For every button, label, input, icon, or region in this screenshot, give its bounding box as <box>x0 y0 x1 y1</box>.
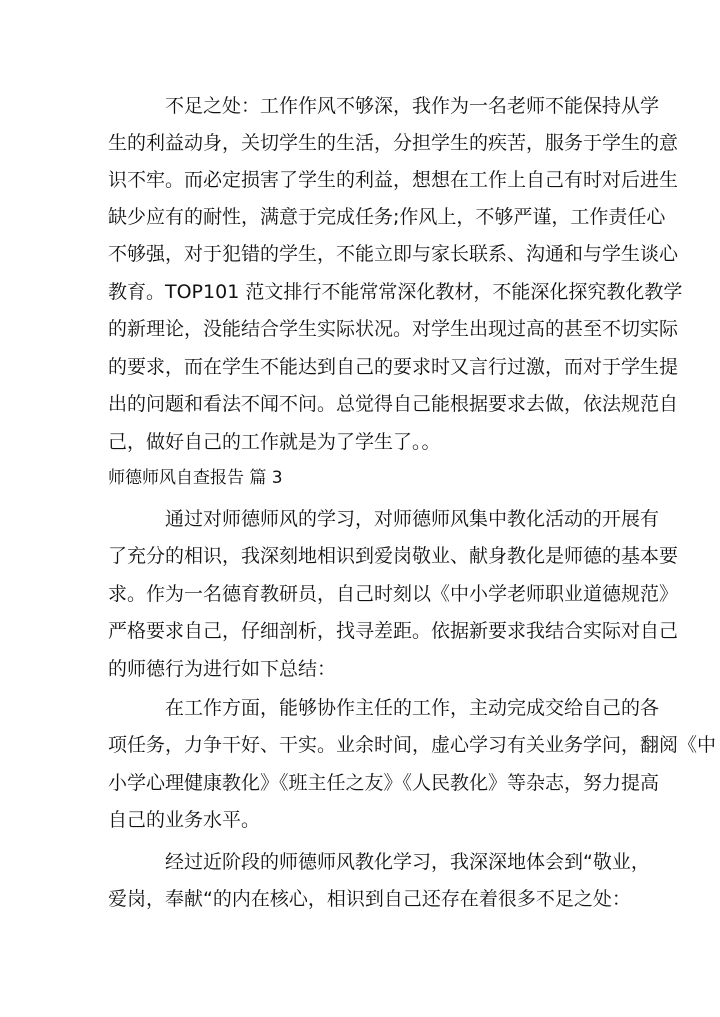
paragraph-line: 不足之处：工作作风不够深，我作为一名老师不能保持从学 <box>108 95 660 117</box>
paragraph-line: 严格要求自己，仔细剖析，找寻差距。依据新要求我结合实际对自己 <box>108 620 679 642</box>
paragraph-line: 教育。TOP101 范文排行不能常常深化教材，不能深化探究教化教学 <box>108 281 683 303</box>
paragraph-line: 在工作方面，能够协作主任的工作，主动完成交给自己的各 <box>108 697 660 719</box>
paragraph-line: 经过近阶段的师德师风教化学习，我深深地体会到“敬业， <box>108 851 650 873</box>
paragraph-line: 的新理论，没能结合学生实际状况。对学生出现过高的甚至不切实际 <box>108 318 679 340</box>
paragraph-line: 了充分的相识，我深刻地相识到爱岗敬业、献身教化是师德的基本要 <box>108 545 679 567</box>
paragraph-line: 求。作为一名德育教研员，自己时刻以《中小学老师职业道德规范》 <box>108 583 679 605</box>
paragraph-line: 识不牢。而必定损害了学生的利益，想想在工作上自己有时对后进生 <box>108 169 679 191</box>
paragraph-line: 己，做好自己的工作就是为了学生了。。 <box>108 431 441 453</box>
paragraph-line: 小学心理健康教化》《班主任之友》《人民教化》等杂志，努力提高 <box>108 772 660 794</box>
paragraph-line: 的要求，而在学生不能达到自己的要求时又言行过激，而对于学生提 <box>108 356 679 378</box>
paragraph-line: 生的利益动身，关切学生的生活，分担学生的疾苦，服务于学生的意 <box>108 132 679 154</box>
paragraph-line: 通过对师德师风的学习，对师德师风集中教化活动的开展有 <box>108 508 660 530</box>
paragraph-line: 的师德行为进行如下总结： <box>108 658 337 680</box>
paragraph-line: 爱岗，奉献“的内在核心，相识到自己还存在着很多不足之处： <box>108 888 631 910</box>
paragraph-line: 缺少应有的耐性，满意于完成任务;作风上，不够严谨，工作责任心 <box>108 206 666 228</box>
paragraph-line: 出的问题和看法不闻不问。总觉得自己能根据要求去做，依法规范自 <box>108 393 679 415</box>
section-heading: 师德师风自查报告 篇 3 <box>108 468 283 488</box>
paragraph-line: 项任务，力争干好、干实。业余时间，虚心学习有关业务学问，翻阅《中 <box>108 734 717 756</box>
paragraph-line: 自己的业务水平。 <box>108 809 261 831</box>
paragraph-line: 不够强，对于犯错的学生，不能立即与家长联系、沟通和与学生谈心 <box>108 243 679 265</box>
